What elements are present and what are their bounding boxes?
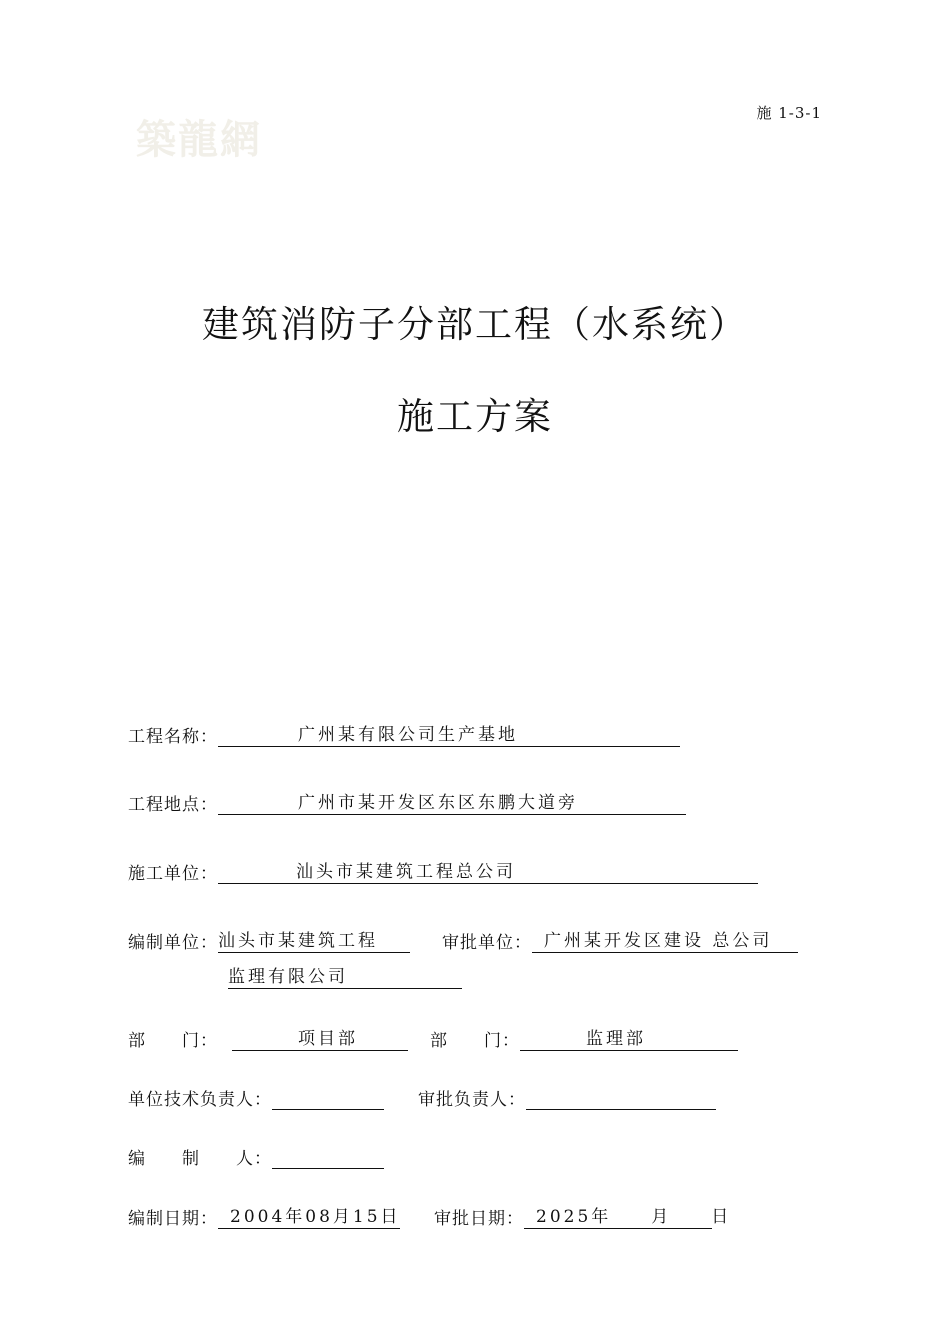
approving-unit-value: 广州某开发区建设 总公司 (544, 931, 773, 951)
units-row (128, 928, 798, 953)
project-location-value: 广州市某开发区东区东鹏大道旁 (298, 793, 578, 813)
compiling-unit-cont-field (228, 966, 462, 989)
compiling-unit-label: 编制单位： (128, 933, 218, 953)
approve-date-label: 审批日期： (434, 1209, 524, 1229)
compiler-field (272, 1146, 384, 1169)
tech-lead-field (272, 1087, 384, 1110)
construction-unit-field (218, 861, 758, 884)
compiler-row (128, 1144, 384, 1169)
department-row (128, 1026, 738, 1051)
document-title: 建筑消防子分部工程（水系统） (202, 303, 748, 346)
watermark-logo: 築龍網 (136, 116, 262, 163)
compile-date-label: 编制日期： (128, 1209, 218, 1229)
compiling-unit-cont-value: 监理有限公司 (228, 967, 348, 987)
compiling-unit-field (218, 930, 410, 953)
construction-unit-value: 汕头市某建筑工程总公司 (296, 862, 516, 882)
tech-lead-label: 单位技术负责人： (128, 1090, 272, 1110)
project-location-field (218, 792, 686, 815)
approver-label: 审批负责人： (418, 1090, 526, 1110)
project-location-row (128, 790, 686, 815)
document-code: 施 1-3-1 (756, 104, 822, 122)
responsible-row (128, 1085, 716, 1110)
dept-right-value: 监理部 (586, 1029, 646, 1049)
compiler-label: 编 制 人： (128, 1149, 272, 1169)
document-subtitle: 施工方案 (397, 395, 553, 438)
construction-unit-row (128, 859, 758, 884)
compiling-unit-cont-row (228, 966, 462, 989)
compile-date-value: 2004年08月15日 (230, 1207, 401, 1227)
compile-date-field (218, 1206, 400, 1229)
approve-date-field (524, 1206, 732, 1229)
approve-date-value: 2025年 月 日 (536, 1207, 732, 1227)
project-location-label: 工程地点： (128, 795, 218, 815)
approver-field (526, 1087, 716, 1110)
project-name-field (218, 724, 680, 747)
dept-left-label: 部 门： (128, 1031, 218, 1051)
approving-unit-field (532, 930, 798, 953)
compiling-unit-value: 汕头市某建筑工程 (218, 931, 378, 951)
project-name-value: 广州某有限公司生产基地 (298, 725, 518, 745)
project-name-row (128, 722, 680, 747)
project-name-label: 工程名称： (128, 727, 218, 747)
approving-unit-label: 审批单位： (442, 933, 532, 953)
dept-left-field (232, 1028, 408, 1051)
dept-right-field (520, 1028, 738, 1051)
construction-unit-label: 施工单位： (128, 864, 218, 884)
dept-left-value: 项目部 (298, 1029, 358, 1049)
dept-right-label: 部 门： (430, 1031, 520, 1051)
dates-row (128, 1204, 732, 1229)
